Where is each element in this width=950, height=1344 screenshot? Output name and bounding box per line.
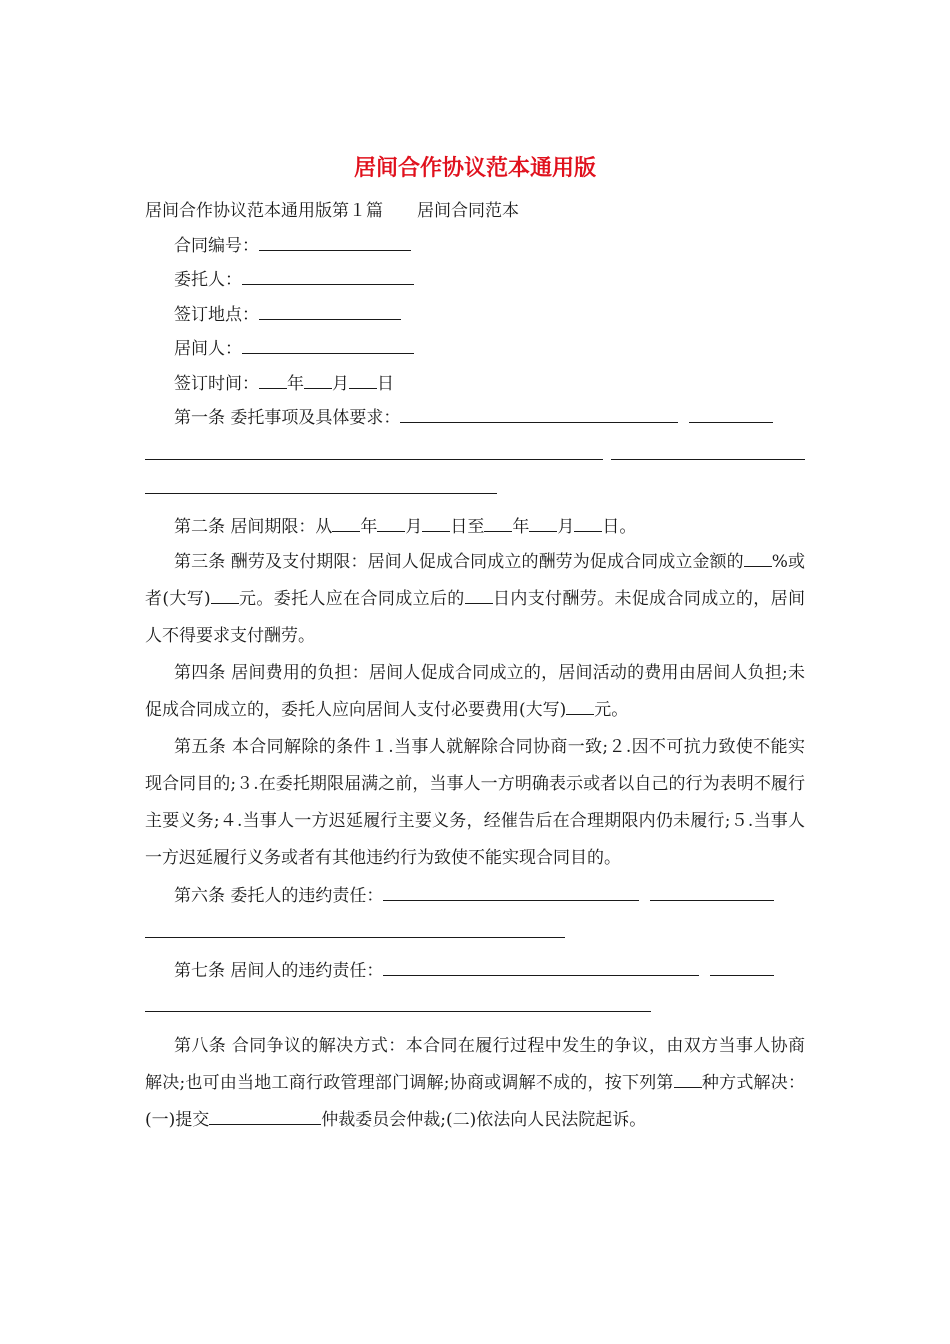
article-text: 年 [360, 516, 378, 537]
fill-blank [383, 899, 639, 901]
article-1 [145, 401, 805, 436]
field-broker [145, 332, 805, 367]
fill-blank [566, 713, 594, 715]
field-sign-time [145, 367, 805, 402]
article-4 [145, 655, 805, 729]
article-6 [145, 879, 805, 914]
year-label: 年 [287, 373, 304, 394]
article-text: 元。委托人应在合同成立后的 [238, 589, 465, 609]
fill-line [145, 459, 603, 460]
article-text: 第二条 居间期限：从 [174, 516, 333, 537]
article-text: 第八条 合同争议的解决方式：本合同在履行过程中发生的争议，由双方当事人协商解决;也可由当地工商行政管理部门调解;协商或调解不成的，按下列第 [145, 1036, 805, 1093]
article-text: 月 [557, 516, 575, 537]
field-label: 合同编号： [174, 235, 259, 256]
article-text: 日至 [450, 516, 485, 537]
article-7 [145, 954, 805, 989]
fill-blank [332, 530, 360, 532]
article-text: 年 [512, 516, 530, 537]
fill-blank [304, 387, 332, 389]
field-client [145, 263, 805, 298]
fill-blank [211, 602, 239, 604]
month-label: 月 [332, 373, 349, 394]
day-label: 日 [377, 373, 394, 394]
article-label: 第一条 委托事项及具体要求： [174, 408, 401, 428]
article-label: 第六条 委托人的违约责任： [174, 886, 384, 906]
fill-blank [710, 974, 774, 976]
article-2 [145, 510, 805, 545]
article-1-blank-lines [145, 436, 805, 470]
fill-blank [574, 530, 602, 532]
fill-line [611, 459, 805, 460]
article-text: 仲裁委员会仲裁;(二)依法向人民法院起诉。 [321, 1110, 647, 1130]
fill-blank [259, 318, 401, 320]
article-1-blank-lines [145, 470, 805, 504]
fill-blank [349, 387, 377, 389]
fill-blank [259, 249, 411, 251]
field-contract-no [145, 229, 805, 264]
article-text: %或者(大写) [145, 552, 806, 609]
field-label: 居间人： [174, 339, 242, 359]
fill-blank [484, 530, 512, 532]
fill-blank [650, 899, 774, 901]
article-5: 第五条 本合同解除的条件１.当事人就解除合同协商一致;２.因不可抗力致使不能实现合同目的;３.在委托期限届满之前，当事人一方明确表示或者以自己的行为表明不履行主要义务;４.当事人一方迟延履行主要义务，经催告后在合理期限内仍未履行;５.当事人一方迟延履行义务或者有其他违约行为致使不能实现合同目的。 [145, 737, 805, 868]
fill-blank [674, 1086, 702, 1088]
article-3 [145, 544, 805, 655]
field-sign-place [145, 298, 805, 333]
article-7-blank-lines [145, 988, 805, 1022]
fill-blank [744, 565, 772, 567]
fill-line [145, 937, 565, 938]
fill-blank [465, 602, 493, 604]
fill-line [145, 1011, 651, 1012]
fill-blank [689, 421, 773, 423]
article-text: 第三条 酬劳及支付期限：居间人促成合同成立的酬劳为促成合同成立金额的 [174, 552, 744, 572]
fill-blank [242, 283, 414, 285]
article-text: 种方式解决：(一)提交 [145, 1073, 805, 1130]
fill-blank [422, 530, 450, 532]
fill-blank [209, 1123, 321, 1125]
fill-line [145, 493, 497, 494]
field-label: 签订地点： [174, 304, 259, 325]
fill-blank [259, 387, 287, 389]
article-6-blank-lines [145, 914, 805, 948]
article-text: 日内支付酬劳。未促成合同成立的，居间人不得要求支付酬劳。 [145, 589, 806, 646]
fill-blank [242, 352, 414, 354]
contract-page [145, 148, 805, 1139]
article-text: 月 [405, 516, 423, 537]
article-8 [145, 1028, 805, 1139]
fill-blank [529, 530, 557, 532]
article-text: 日。 [602, 516, 637, 537]
field-label: 签订时间： [174, 373, 259, 394]
document-title: 居间合作协议范本通用版 [353, 155, 596, 181]
subtitle: 居间合作协议范本通用版第１篇 居间合同范本 [145, 201, 519, 221]
article-text: 第四条 居间费用的负担：居间人促成合同成立的，居间活动的费用由居间人负担;未促成合同成立的，委托人应向居间人支付必要费用(大写) [145, 663, 805, 720]
fill-blank [377, 530, 405, 532]
article-text: 元。 [594, 700, 629, 720]
field-label: 委托人： [174, 270, 242, 290]
fill-blank [400, 421, 678, 423]
article-label: 第七条 居间人的违约责任： [174, 960, 384, 981]
fill-blank [383, 974, 699, 976]
